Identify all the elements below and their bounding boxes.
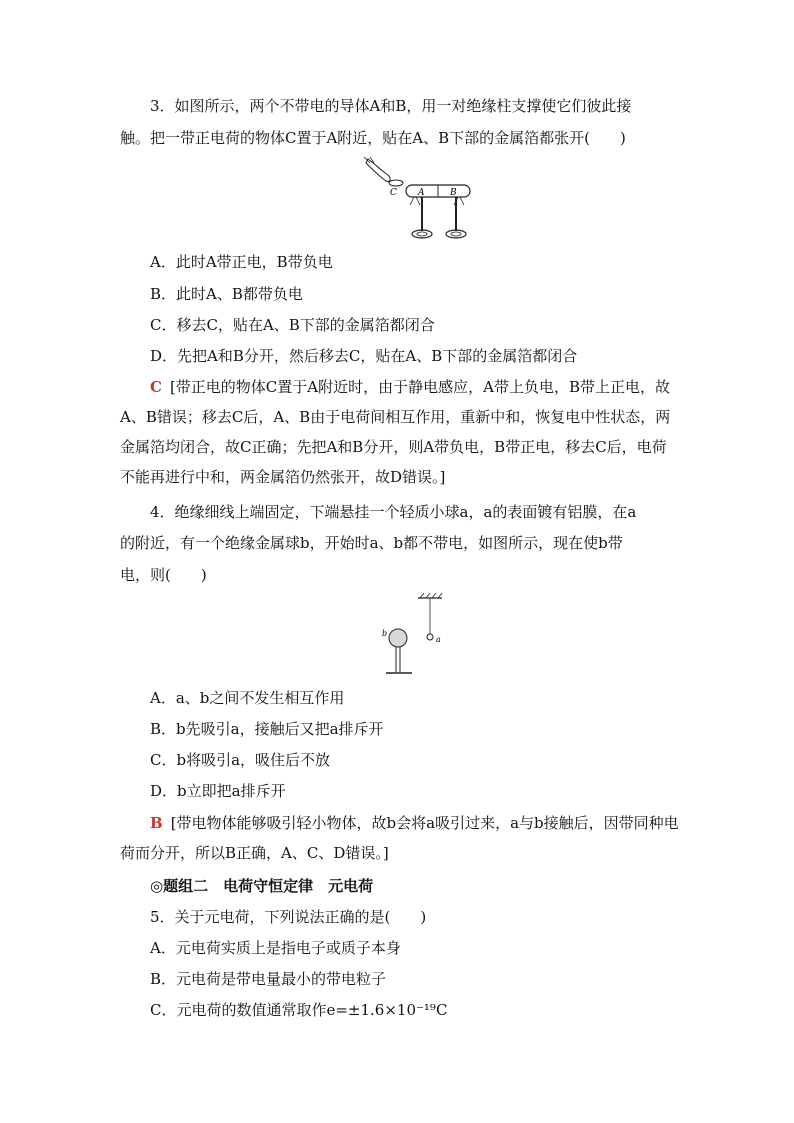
q3-explanation: [带正电的物体C置于A附近时，由于静电感应，A带上负电，B带上正电，故A、B错误；移去C后，A、B由于电荷间相互作用，重新中和，恢复电中性状态，两金属箔均闭合，故C正确；先把A和B分开，则A带负电，B带正电，移去C后，电荷不能再进行中和，两金属箔仍然张开，故D错误。] xyxy=(120,378,671,486)
q4-figure xyxy=(376,592,456,682)
q3-stem-line1: 3．如图所示，两个不带电的导体A和B，用一对绝缘柱支撑使它们彼此接 xyxy=(150,97,632,115)
section-heading: ◎题组二 电荷守恒定律 元电荷 xyxy=(150,877,374,895)
q5-option-a: A．元电荷实质上是指电子或质子本身 xyxy=(150,939,401,957)
q3-option-c: C．移去C，贴在A、B下部的金属箔都闭合 xyxy=(150,316,435,334)
q4-answer: B xyxy=(150,814,163,832)
q3-label-a: A xyxy=(418,188,425,198)
q3-stem-line2: 触。把一带正电荷的物体C置于A附近，贴在A、B下部的金属箔都张开( ) xyxy=(120,129,626,147)
q3-answer-block xyxy=(120,372,680,492)
q3-answer: C xyxy=(150,378,162,396)
q3-label-c: C xyxy=(390,188,397,198)
q5-option-b: B．元电荷是带电量最小的带电粒子 xyxy=(150,970,387,988)
q5-stem: 5．关于元电荷，下列说法正确的是( ) xyxy=(150,908,427,926)
q4-option-b: B．b先吸引a，接触后又把a排斥开 xyxy=(150,720,384,738)
q4-answer-block xyxy=(120,808,680,868)
q4-stem-line3: 电，则( ) xyxy=(120,566,207,584)
q4-label-a: a xyxy=(436,635,441,644)
q4-stem-line2: 的附近，有一个绝缘金属球b，开始时a、b都不带电，如图所示，现在使b带 xyxy=(120,534,623,552)
q4-label-b: b xyxy=(382,629,388,638)
q4-option-d: D．b立即把a排斥开 xyxy=(150,782,286,800)
q4-explanation: [带电物体能够吸引轻小物体，故b会将a吸引过来，a与b接触后，因带同种电荷而分开，所以B正确，A、C、D错误。] xyxy=(120,814,679,862)
q4-option-a: A．a、b之间不发生相互作用 xyxy=(150,689,345,707)
q3-option-a: A．此时A带正电，B带负电 xyxy=(150,253,333,271)
q3-figure xyxy=(360,155,480,245)
q3-option-d: D．先把A和B分开，然后移去C，贴在A、B下部的金属箔都闭合 xyxy=(150,347,578,365)
q5-option-c: C．元电荷的数值通常取作e=±1.6×10⁻¹⁹C xyxy=(150,1001,448,1019)
q4-stem-line1: 4．绝缘细线上端固定，下端悬挂一个轻质小球a，a的表面镀有铝膜，在a xyxy=(150,503,637,521)
q3-option-b: B．此时A、B都带负电 xyxy=(150,285,303,303)
q4-option-c: C．b将吸引a，吸住后不放 xyxy=(150,751,331,769)
q3-label-b: B xyxy=(450,188,457,198)
